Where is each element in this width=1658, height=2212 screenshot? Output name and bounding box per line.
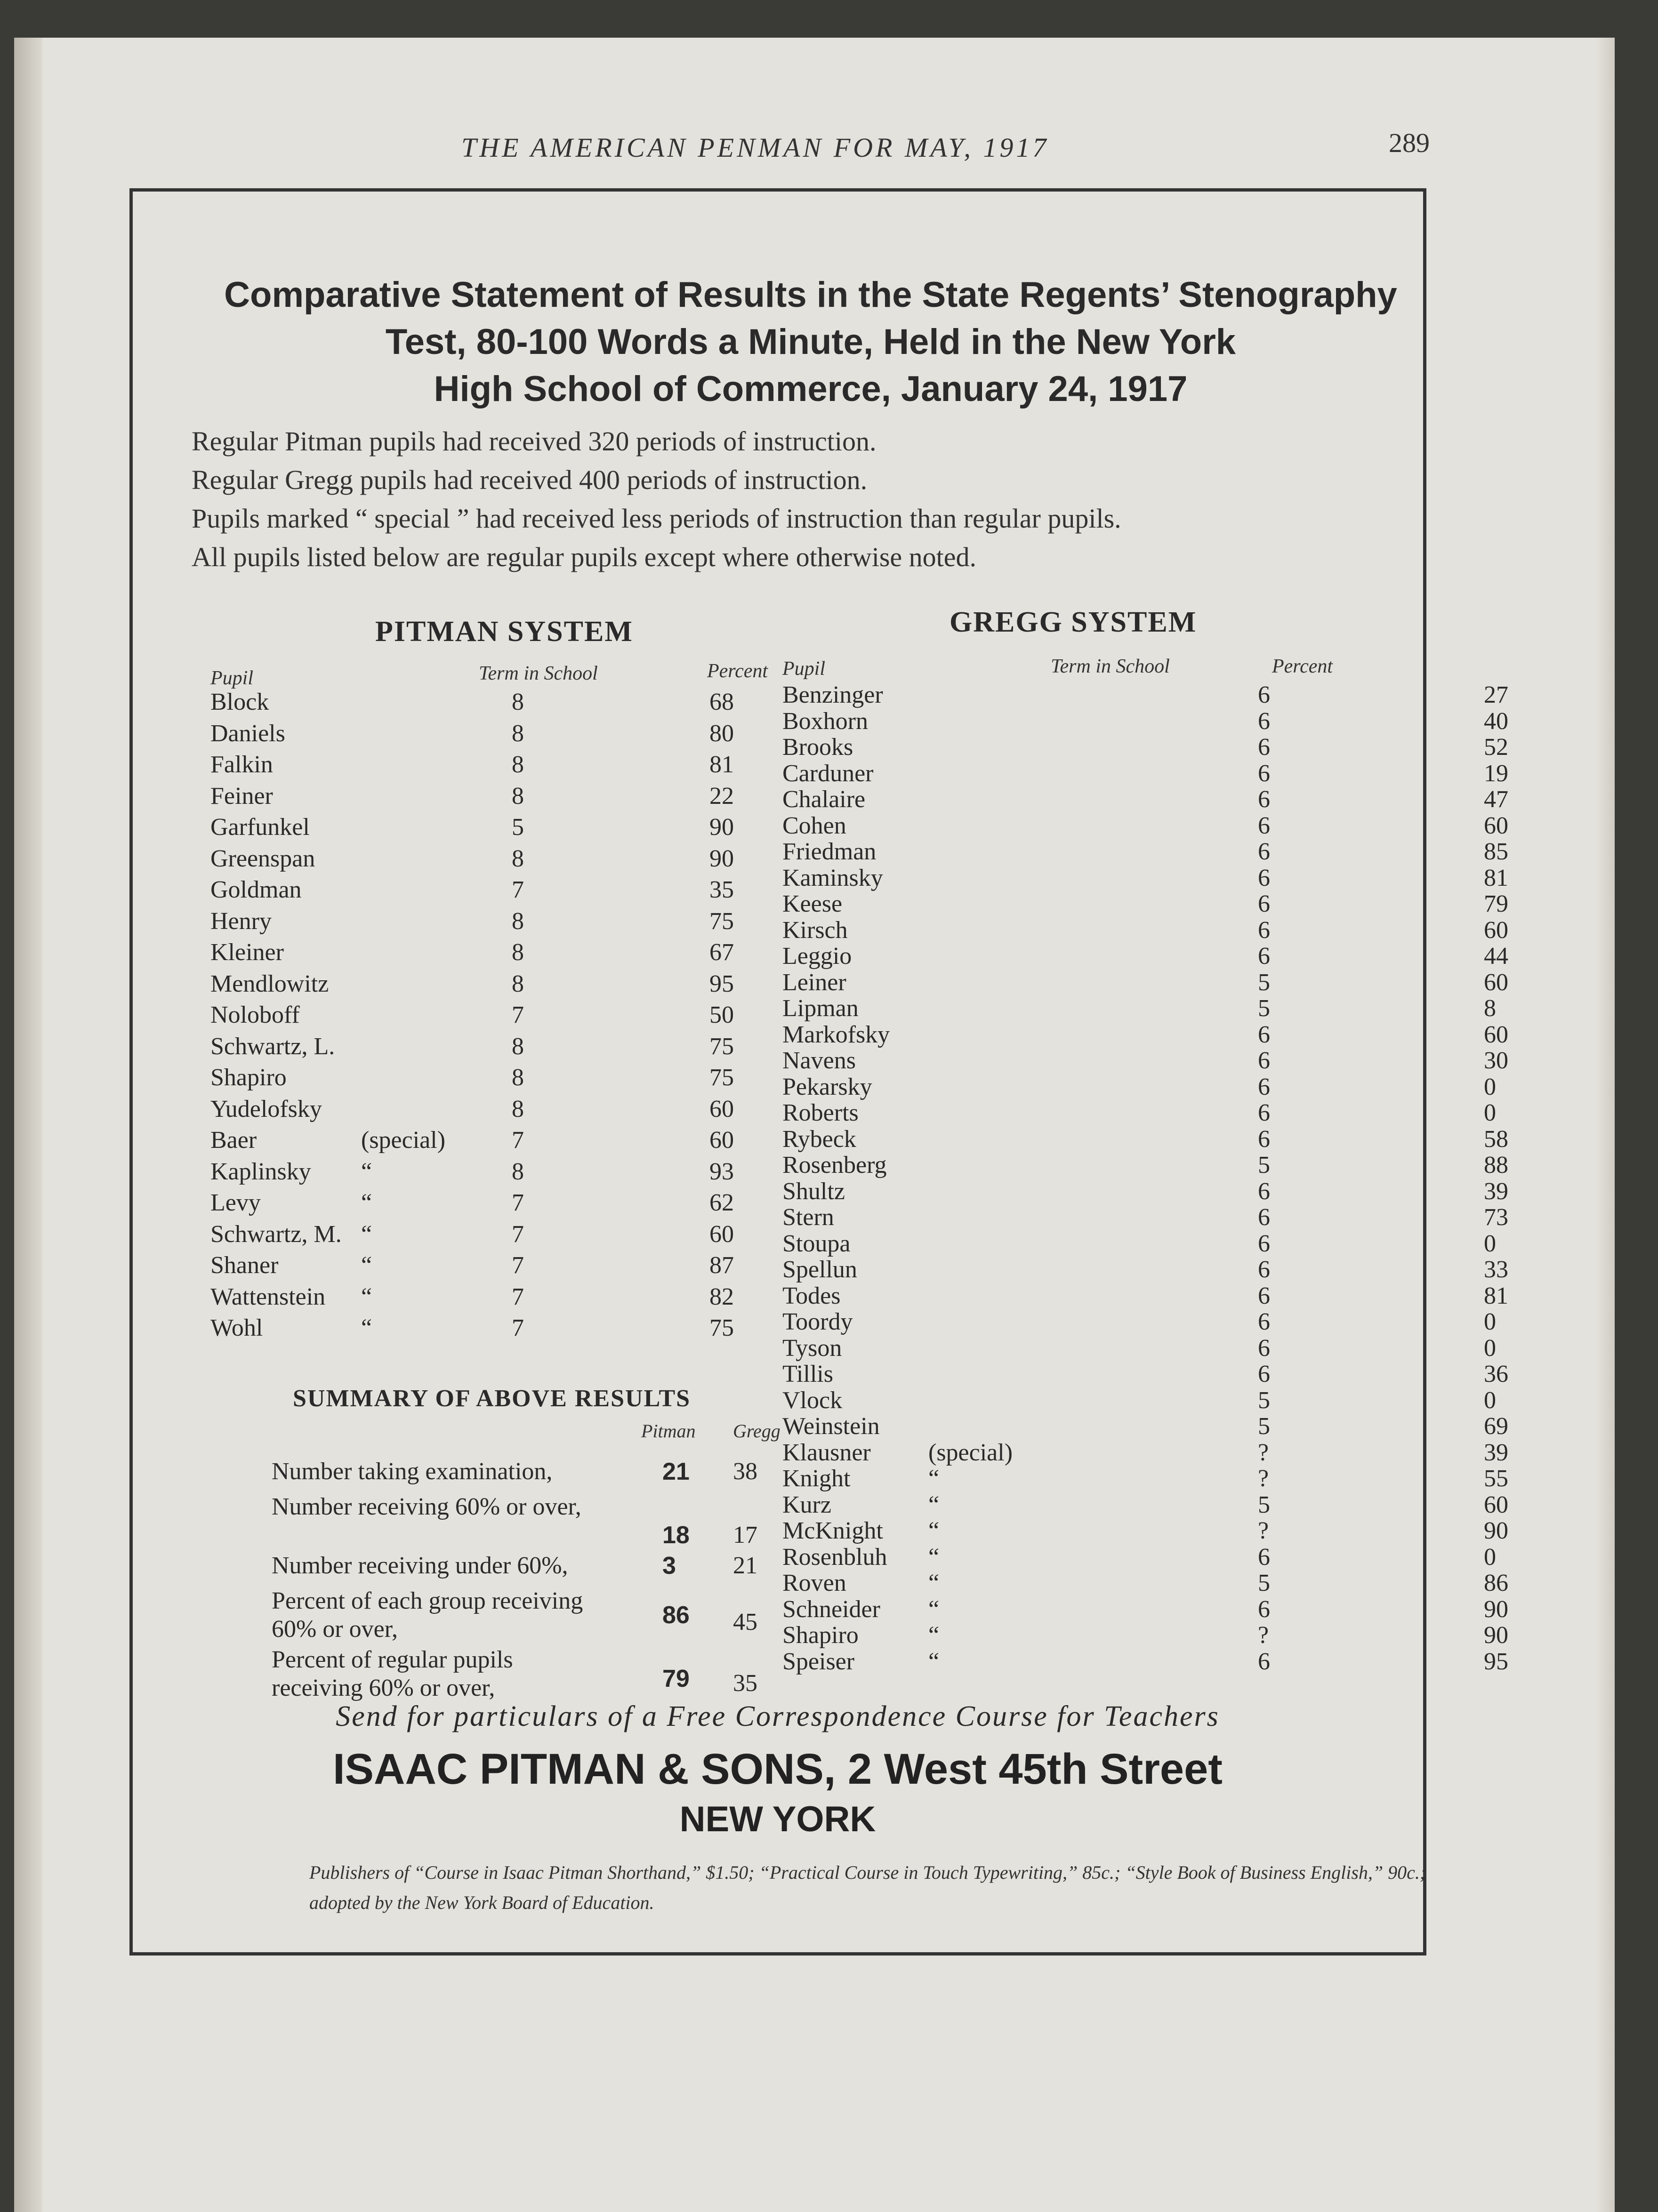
term-in-school: 6 xyxy=(1258,1308,1270,1335)
percent-score: 95 xyxy=(709,970,734,997)
pitman-term-header: Term in School xyxy=(479,663,598,684)
pupil-name: Feiner xyxy=(210,782,273,809)
pupil-note: “ xyxy=(928,1622,940,1649)
term-in-school: 8 xyxy=(512,970,524,997)
term-in-school: ? xyxy=(1258,1622,1269,1649)
running-head: THE AMERICAN PENMAN FOR MAY, 1917 xyxy=(461,132,1049,163)
pupil-name: Toordy xyxy=(782,1308,853,1335)
summary-label: Number receiving 60% or over, xyxy=(272,1493,581,1520)
correspondence-course-note: Send for particulars of a Free Correspondence Course for Teachers xyxy=(336,1700,1220,1732)
summary-pitman-value: 86 xyxy=(662,1602,690,1629)
term-in-school: 7 xyxy=(512,1002,524,1028)
term-in-school: 8 xyxy=(512,751,524,778)
pupil-note: (special) xyxy=(361,1127,446,1154)
pupil-name: Levy xyxy=(210,1189,261,1216)
pupil-name: Kaminsky xyxy=(782,864,883,891)
term-in-school: 5 xyxy=(1258,1413,1270,1440)
gregg-term-header: Term in School xyxy=(1051,656,1170,677)
pupil-name: Wohl xyxy=(210,1314,263,1341)
pupil-note: (special) xyxy=(928,1439,1013,1466)
term-in-school: 8 xyxy=(512,939,524,966)
table-row xyxy=(782,1334,1496,1362)
percent-score: 22 xyxy=(709,782,734,809)
pupil-name: Speiser xyxy=(782,1648,855,1675)
percent-score: 93 xyxy=(709,1158,734,1185)
table-row xyxy=(782,1178,1508,1205)
percent-score: 80 xyxy=(709,720,734,747)
term-in-school: 6 xyxy=(1258,1334,1270,1362)
pupil-name: Knight xyxy=(782,1465,851,1492)
pupil-name: Shaner xyxy=(210,1252,279,1279)
table-row xyxy=(782,1256,1508,1283)
pupil-name: Shapiro xyxy=(210,1064,287,1091)
term-in-school: 8 xyxy=(512,720,524,747)
percent-score: 0 xyxy=(1484,1230,1496,1257)
percent-score: 0 xyxy=(1484,1334,1496,1362)
percent-score: 58 xyxy=(1484,1125,1508,1153)
term-in-school: 6 xyxy=(1258,1595,1270,1623)
page-number: 289 xyxy=(1389,128,1430,158)
intro-line: Regular Pitman pupils had received 320 periods of instruction. xyxy=(192,426,877,457)
term-in-school: ? xyxy=(1258,1439,1269,1466)
table-row xyxy=(782,1621,1508,1649)
percent-score: 8 xyxy=(1484,995,1496,1022)
term-in-school: 6 xyxy=(1258,1178,1270,1205)
table-row xyxy=(782,1491,1508,1518)
table-row xyxy=(782,707,1508,735)
pupil-name: Rosenberg xyxy=(782,1152,887,1178)
percent-score: 67 xyxy=(709,939,734,966)
percent-score: 27 xyxy=(1484,681,1508,708)
term-in-school: 6 xyxy=(1258,1256,1270,1283)
term-in-school: 7 xyxy=(512,1314,524,1341)
pupil-name: Leggio xyxy=(782,943,852,970)
pupil-name: Klausner xyxy=(782,1439,871,1466)
table-row xyxy=(782,1360,1508,1387)
table-row xyxy=(782,838,1508,865)
percent-score: 90 xyxy=(709,814,734,841)
pupil-name: Keese xyxy=(782,890,843,917)
pupil-name: Schwartz, M. xyxy=(210,1220,342,1248)
pupil-name: Tillis xyxy=(782,1361,833,1387)
pitman-results-table xyxy=(210,688,822,1346)
pitman-system-title: PITMAN SYSTEM xyxy=(375,616,633,648)
intro-line: Pupils marked “ special ” had received less periods of instruction than regular pupils. xyxy=(192,503,1121,534)
table-row xyxy=(782,1125,1508,1153)
table-row xyxy=(782,1099,1496,1126)
magazine-page xyxy=(14,38,1615,2212)
summary-gregg-value: 21 xyxy=(733,1552,757,1579)
pupil-name: Kaplinsky xyxy=(210,1158,311,1185)
percent-score: 36 xyxy=(1484,1361,1508,1387)
table-row xyxy=(782,1047,1508,1074)
gregg-system-title: GREGG SYSTEM xyxy=(950,606,1197,638)
pupil-name: Roven xyxy=(782,1570,846,1596)
publisher-footnote: Publishers of “Course in Isaac Pitman Shorthand,” $1.50; “Practical Course in Touch Typewriting,” 85c.; “Style Book of Business English,” 90c.; adopted by the New York Board of Education. xyxy=(309,1862,1426,1913)
term-in-school: 6 xyxy=(1258,943,1270,970)
term-in-school: 6 xyxy=(1258,760,1270,787)
table-row xyxy=(782,681,1508,708)
pupil-note: “ xyxy=(928,1648,940,1675)
percent-score: 33 xyxy=(1484,1256,1508,1283)
pupil-note: “ xyxy=(928,1543,940,1571)
pupil-name: Weinstein xyxy=(782,1413,880,1440)
table-row xyxy=(782,1412,1508,1440)
percent-score: 52 xyxy=(1484,734,1508,761)
pupil-note: “ xyxy=(928,1465,940,1492)
term-in-school: 6 xyxy=(1258,864,1270,891)
summary-label: Number receiving under 60%, xyxy=(272,1552,568,1579)
table-row xyxy=(210,1001,822,1033)
pupil-name: Block xyxy=(210,689,269,715)
pupil-name: McKnight xyxy=(782,1517,883,1544)
percent-score: 35 xyxy=(709,876,734,903)
pitman-pupil-header: Pupil xyxy=(210,667,253,689)
table-row xyxy=(782,1517,1508,1544)
table-row xyxy=(782,812,1508,839)
pupil-note: “ xyxy=(361,1314,372,1341)
page-edge-shadow xyxy=(1596,38,1615,2212)
table-row xyxy=(210,970,822,1002)
pupil-name: Kleiner xyxy=(210,939,284,966)
summary-label: Number taking examination, xyxy=(272,1458,553,1485)
pupil-name: Shapiro xyxy=(782,1622,859,1649)
term-in-school: 6 xyxy=(1258,1125,1270,1153)
percent-score: 0 xyxy=(1484,1099,1496,1126)
term-in-school: 8 xyxy=(512,1033,524,1060)
pupil-name: Schneider xyxy=(782,1595,880,1623)
pupil-note: “ xyxy=(928,1595,940,1623)
term-in-school: 6 xyxy=(1258,707,1270,735)
percent-score: 62 xyxy=(709,1189,734,1216)
term-in-school: 5 xyxy=(1258,1570,1270,1596)
pupil-note: “ xyxy=(928,1491,940,1518)
pupil-note: “ xyxy=(928,1570,940,1596)
summary-pitman-value: 3 xyxy=(662,1552,676,1579)
pupil-name: Leiner xyxy=(782,969,846,996)
pupil-name: Goldman xyxy=(210,876,302,903)
summary-pitman-value: 79 xyxy=(662,1665,690,1692)
publisher-name: ISAAC PITMAN & SONS, 2 West 45th Street xyxy=(333,1745,1223,1793)
term-in-school: 6 xyxy=(1258,1648,1270,1675)
table-row xyxy=(782,1465,1508,1492)
pupil-note: “ xyxy=(928,1517,940,1544)
term-in-school: 6 xyxy=(1258,1021,1270,1048)
table-row xyxy=(782,942,1508,970)
percent-score: 79 xyxy=(1484,890,1508,917)
intro-line: Regular Gregg pupils had received 400 periods of instruction. xyxy=(192,465,868,495)
percent-score: 39 xyxy=(1484,1439,1508,1466)
term-in-school: 5 xyxy=(1258,969,1270,996)
percent-score: 90 xyxy=(1484,1595,1508,1623)
percent-score: 60 xyxy=(709,1220,734,1248)
pupil-name: Stern xyxy=(782,1204,834,1231)
term-in-school: 6 xyxy=(1258,916,1270,944)
pupil-name: Wattenstein xyxy=(210,1283,326,1310)
summary-label: Percent of each group receiving 60% or over, xyxy=(272,1587,583,1643)
table-row xyxy=(210,1033,822,1064)
term-in-school: 8 xyxy=(512,845,524,872)
table-row xyxy=(782,1308,1496,1335)
pupil-note: “ xyxy=(361,1252,372,1279)
pupil-name: Boxhorn xyxy=(782,707,868,735)
pupil-name: Schwartz, L. xyxy=(210,1033,335,1060)
table-row xyxy=(782,760,1508,787)
pupil-name: Stoupa xyxy=(782,1230,851,1257)
intro-line: All pupils listed below are regular pupils except where otherwise noted. xyxy=(192,542,977,572)
term-in-school: 6 xyxy=(1258,1047,1270,1074)
pupil-name: Rybeck xyxy=(782,1125,856,1153)
term-in-school: 5 xyxy=(1258,1387,1270,1414)
table-row xyxy=(782,1203,1508,1231)
table-row xyxy=(782,1543,1496,1571)
table-row xyxy=(210,845,822,876)
percent-score: 44 xyxy=(1484,943,1508,970)
pupil-name: Falkin xyxy=(210,751,273,778)
percent-score: 86 xyxy=(1484,1570,1508,1596)
term-in-school: 6 xyxy=(1258,838,1270,865)
table-row xyxy=(210,1126,822,1158)
pupil-name: Brooks xyxy=(782,734,853,761)
percent-score: 60 xyxy=(1484,969,1508,996)
headline-line-1: Comparative Statement of Results in the State Regents’ Stenography xyxy=(224,275,1397,315)
pupil-name: Spellun xyxy=(782,1256,857,1283)
pupil-note: “ xyxy=(361,1220,372,1248)
headline xyxy=(194,272,1427,413)
percent-score: 60 xyxy=(1484,812,1508,839)
pupil-name: Kurz xyxy=(782,1491,831,1518)
pupil-name: Navens xyxy=(782,1047,856,1074)
pupil-name: Rosenbluh xyxy=(782,1543,887,1571)
pupil-name: Kirsch xyxy=(782,916,848,944)
term-in-school: 6 xyxy=(1258,1543,1270,1571)
pupil-name: Yudelofsky xyxy=(210,1095,322,1122)
percent-score: 85 xyxy=(1484,838,1508,865)
table-row xyxy=(782,1073,1496,1100)
term-in-school: 5 xyxy=(512,814,524,841)
summary-gregg-header: Gregg xyxy=(733,1420,781,1442)
pupil-name: Chalaire xyxy=(782,786,866,813)
table-row xyxy=(210,876,822,907)
percent-score: 87 xyxy=(709,1252,734,1279)
percent-score: 50 xyxy=(709,1002,734,1028)
percent-score: 0 xyxy=(1484,1073,1496,1100)
summary-pitman-value: 18 xyxy=(662,1522,690,1549)
table-row xyxy=(782,1439,1508,1466)
headline-line-3: High School of Commerce, January 24, 1917 xyxy=(434,369,1188,409)
table-row xyxy=(210,1189,822,1220)
percent-score: 60 xyxy=(1484,916,1508,944)
summary-pitman-header: Pitman xyxy=(641,1420,696,1442)
table-row xyxy=(210,782,822,814)
pupil-name: Cohen xyxy=(782,812,846,839)
percent-score: 60 xyxy=(709,1127,734,1154)
table-row xyxy=(210,1283,822,1314)
pupil-name: Tyson xyxy=(782,1334,842,1362)
term-in-school: 6 xyxy=(1258,1073,1270,1100)
term-in-school: 8 xyxy=(512,1158,524,1185)
table-row xyxy=(782,890,1508,917)
term-in-school: 6 xyxy=(1258,1230,1270,1257)
table-row xyxy=(782,969,1508,996)
term-in-school: 6 xyxy=(1258,1282,1270,1309)
percent-score: 69 xyxy=(1484,1413,1508,1440)
percent-score: 88 xyxy=(1484,1152,1508,1178)
percent-score: 40 xyxy=(1484,707,1508,735)
summary-label: Percent of regular pupils receiving 60% or over, xyxy=(272,1646,513,1701)
percent-score: 68 xyxy=(709,689,734,715)
table-row xyxy=(210,938,822,970)
term-in-school: 7 xyxy=(512,876,524,903)
pupil-name: Carduner xyxy=(782,760,874,787)
term-in-school: 6 xyxy=(1258,812,1270,839)
pupil-note: “ xyxy=(361,1283,372,1310)
term-in-school: 8 xyxy=(512,1095,524,1122)
percent-score: 95 xyxy=(1484,1648,1508,1675)
table-row xyxy=(782,1230,1496,1257)
table-row xyxy=(210,1220,822,1252)
percent-score: 75 xyxy=(709,1064,734,1091)
percent-score: 0 xyxy=(1484,1308,1496,1335)
page-spine-shadow xyxy=(14,38,42,2212)
pupil-name: Daniels xyxy=(210,720,285,747)
percent-score: 90 xyxy=(1484,1517,1508,1544)
pupil-name: Friedman xyxy=(782,838,877,865)
pupil-name: Henry xyxy=(210,907,272,935)
intro-paragraph xyxy=(192,422,1416,577)
table-row xyxy=(782,916,1508,944)
percent-score: 82 xyxy=(709,1283,734,1310)
percent-score: 0 xyxy=(1484,1387,1496,1414)
term-in-school: 5 xyxy=(1258,1491,1270,1518)
pupil-name: Baer xyxy=(210,1127,257,1154)
pupil-name: Shultz xyxy=(782,1178,845,1205)
table-row xyxy=(782,1151,1508,1178)
percent-score: 81 xyxy=(1484,864,1508,891)
table-row xyxy=(782,1648,1508,1675)
pupil-name: Greenspan xyxy=(210,845,315,872)
table-row xyxy=(782,1021,1508,1048)
pupil-note: “ xyxy=(361,1158,372,1185)
term-in-school: ? xyxy=(1258,1465,1269,1492)
headline-line-2: Test, 80-100 Words a Minute, Held in the New York xyxy=(385,322,1236,362)
table-row xyxy=(210,1064,822,1095)
table-row xyxy=(782,864,1508,891)
table-row xyxy=(782,1595,1508,1623)
term-in-school: 8 xyxy=(512,689,524,715)
percent-score: 73 xyxy=(1484,1204,1508,1231)
term-in-school: 7 xyxy=(512,1189,524,1216)
pupil-name: Vlock xyxy=(782,1387,843,1414)
summary-gregg-value: 35 xyxy=(733,1670,757,1697)
term-in-school: 5 xyxy=(1258,995,1270,1022)
term-in-school: 6 xyxy=(1258,1204,1270,1231)
summary-pitman-value: 21 xyxy=(662,1458,690,1485)
term-in-school: 8 xyxy=(512,782,524,809)
gregg-results-table xyxy=(782,681,1508,1675)
pitman-percent-header: Percent xyxy=(707,660,768,682)
percent-score: 60 xyxy=(709,1095,734,1122)
term-in-school: 6 xyxy=(1258,1361,1270,1387)
percent-score: 75 xyxy=(709,1314,734,1341)
percent-score: 60 xyxy=(1484,1021,1508,1048)
percent-score: 81 xyxy=(709,751,734,778)
percent-score: 39 xyxy=(1484,1178,1508,1205)
pupil-name: Mendlowitz xyxy=(210,970,329,997)
summary-title: SUMMARY OF ABOVE RESULTS xyxy=(293,1385,691,1412)
term-in-school: 7 xyxy=(512,1283,524,1310)
table-row xyxy=(210,751,822,782)
advertisement-frame xyxy=(129,188,1508,1956)
percent-score: 55 xyxy=(1484,1465,1508,1492)
summary-gregg-value: 38 xyxy=(733,1458,757,1485)
percent-score: 90 xyxy=(1484,1622,1508,1649)
percent-score: 75 xyxy=(709,1033,734,1060)
term-in-school: 6 xyxy=(1258,786,1270,813)
percent-score: 0 xyxy=(1484,1543,1496,1571)
percent-score: 47 xyxy=(1484,786,1508,813)
table-row xyxy=(210,1251,822,1283)
table-row xyxy=(210,1158,822,1189)
percent-score: 81 xyxy=(1484,1282,1508,1309)
term-in-school: 7 xyxy=(512,1220,524,1248)
table-row xyxy=(210,813,822,845)
pupil-note: “ xyxy=(361,1189,372,1216)
term-in-school: 6 xyxy=(1258,890,1270,917)
table-row xyxy=(782,1282,1508,1309)
percent-score: 30 xyxy=(1484,1047,1508,1074)
pupil-name: Garfunkel xyxy=(210,814,310,841)
percent-score: 60 xyxy=(1484,1491,1508,1518)
summary-gregg-value: 17 xyxy=(733,1522,757,1548)
gregg-pupil-header: Pupil xyxy=(782,658,825,680)
term-in-school: ? xyxy=(1258,1517,1269,1544)
percent-score: 75 xyxy=(709,907,734,935)
pupil-name: Markofsky xyxy=(782,1021,890,1048)
pupil-name: Benzinger xyxy=(782,681,883,708)
pupil-name: Noloboff xyxy=(210,1002,300,1028)
table-row xyxy=(782,785,1508,813)
term-in-school: 5 xyxy=(1258,1152,1270,1178)
term-in-school: 7 xyxy=(512,1252,524,1279)
gregg-percent-header: Percent xyxy=(1272,656,1333,677)
table-row xyxy=(210,688,822,720)
table-row xyxy=(782,994,1496,1022)
pupil-name: Pekarsky xyxy=(782,1073,872,1100)
term-in-school: 8 xyxy=(512,907,524,935)
pupil-name: Lipman xyxy=(782,995,859,1022)
table-row xyxy=(782,1569,1508,1596)
summary-gregg-value: 45 xyxy=(733,1609,757,1635)
publisher-city: NEW YORK xyxy=(679,1799,876,1839)
table-row xyxy=(210,907,822,939)
pupil-name: Roberts xyxy=(782,1099,859,1126)
term-in-school: 8 xyxy=(512,1064,524,1091)
table-row xyxy=(210,1314,822,1346)
term-in-school: 6 xyxy=(1258,1099,1270,1126)
table-row xyxy=(210,1095,822,1127)
table-row xyxy=(210,720,822,751)
percent-score: 90 xyxy=(709,845,734,872)
term-in-school: 7 xyxy=(512,1127,524,1154)
term-in-school: 6 xyxy=(1258,734,1270,761)
table-row xyxy=(782,1387,1496,1414)
table-row xyxy=(782,733,1508,761)
percent-score: 19 xyxy=(1484,760,1508,787)
term-in-school: 6 xyxy=(1258,681,1270,708)
pupil-name: Todes xyxy=(782,1282,841,1309)
